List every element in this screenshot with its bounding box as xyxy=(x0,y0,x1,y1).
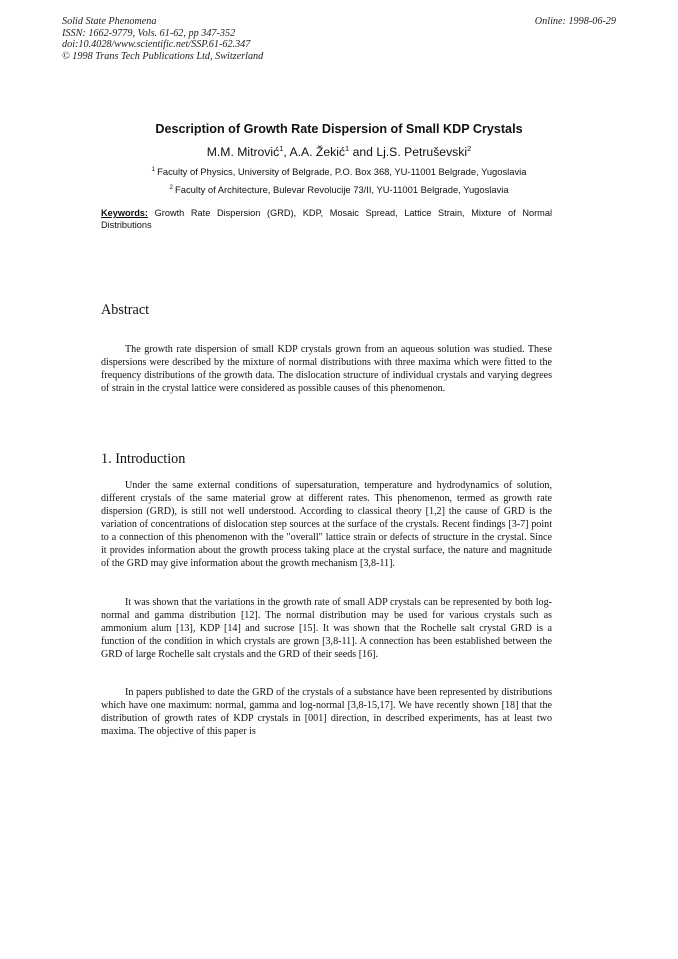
online-date: Online: 1998-06-29 xyxy=(534,16,616,27)
journal-header xyxy=(62,16,263,62)
keywords-text: Growth Rate Dispersion (GRD), KDP, Mosaic Spread, Lattice Strain, Mixture of Normal Distributions xyxy=(101,208,552,230)
author-separator: and xyxy=(349,145,377,159)
paper-title: Description of Growth Rate Dispersion of Small KDP Crystals xyxy=(155,122,523,136)
abstract-paragraph: The growth rate dispersion of small KDP crystals grown from an aqueous solution was studied. These dispersions were described by the mixture of normal distributions with three maxima which were fitted to the frequency distributions of the growth data. The dislocation structure of individual crystals and varying degrees of strain in the crystal lattice were considered as possible causes of this phenomenon. xyxy=(101,344,552,394)
copyright-line: © 1998 Trans Tech Publications Ltd, Switzerland xyxy=(62,50,264,62)
author-2: A.A. Žekić xyxy=(289,145,346,159)
journal-name: Solid State Phenomena xyxy=(62,16,157,27)
author-2-affiliation-mark: 1 xyxy=(345,144,350,153)
author-1: M.M. Mitrović xyxy=(206,145,280,159)
affiliation-mark: 2 xyxy=(169,184,174,191)
intro-paragraph-3: In papers published to date the GRD of the crystals of a substance have been represented by distributions which have one maximum: normal, gamma and log-normal [3,8-15,17]. We have recently shown [18] that the distribution of growth rates of KDP crystals in [001] direction, in described experiments, has at least two maxima. The objective of this paper is xyxy=(101,687,552,737)
affiliation-1 xyxy=(100,166,578,177)
author-1-affiliation-mark: 1 xyxy=(279,144,284,153)
intro-paragraph-2: It was shown that the variations in the growth rate of small ADP crystals can be represented by both log-normal and gamma distribution [12]. The normal distribution may be used for various crystals such as ammonium alum [13], KDP [14] and sucrose [15]. It was shown that the Rochelle salt crystal GRD is a function of the condition in which crystals are grown [3,8-11]. A connection has been established between the GRD of large Rochelle salt crystals and the GRD of their seeds [16]. xyxy=(101,597,552,660)
abstract-heading: Abstract xyxy=(101,302,150,318)
author-separator: , xyxy=(283,145,290,159)
affiliation-mark: 1 xyxy=(151,166,156,173)
issn-line: ISSN: 1662-9779, Vols. 61-62, pp 347-352 xyxy=(62,27,236,39)
author-3: Lj.S. Petruševski xyxy=(376,145,468,159)
keywords-label: Keywords: xyxy=(101,208,148,218)
affiliation-text: Faculty of Physics, University of Belgrade, P.O. Box 368, YU-11001 Belgrade, Yugoslavia xyxy=(157,166,527,177)
doi-line: doi:10.4028/www.scientific.net/SSP.61-62.347 xyxy=(62,39,251,50)
introduction-heading: 1. Introduction xyxy=(101,451,186,467)
keywords xyxy=(101,208,552,231)
author-3-affiliation-mark: 2 xyxy=(467,144,472,153)
affiliation-text: Faculty of Architecture, Bulevar Revolucije 73/II, YU-11001 Belgrade, Yugoslavia xyxy=(175,184,509,195)
intro-paragraph-1: Under the same external conditions of supersaturation, temperature and hydrodynamics of solution, different crystals of the same material grow at different rates. This phenomenon, termed as growth rate dispersion (GRD), is still not well understood. According to classical theory [1,2] the cause of GRD is the variation of concentrations of dislocation step sources at the surface of the crystals. Recent findings [3-7] point to a connection of this phenomenon with the "overall" lattice strain or defects of structure in the crystal. Since it provides information about the growth process taking place at the crystal surface, the nature and magnitude of the GRD may give information about the growth mechanism [3,8-11]. xyxy=(101,480,552,569)
affiliation-2 xyxy=(100,184,578,195)
author-list xyxy=(100,144,578,159)
